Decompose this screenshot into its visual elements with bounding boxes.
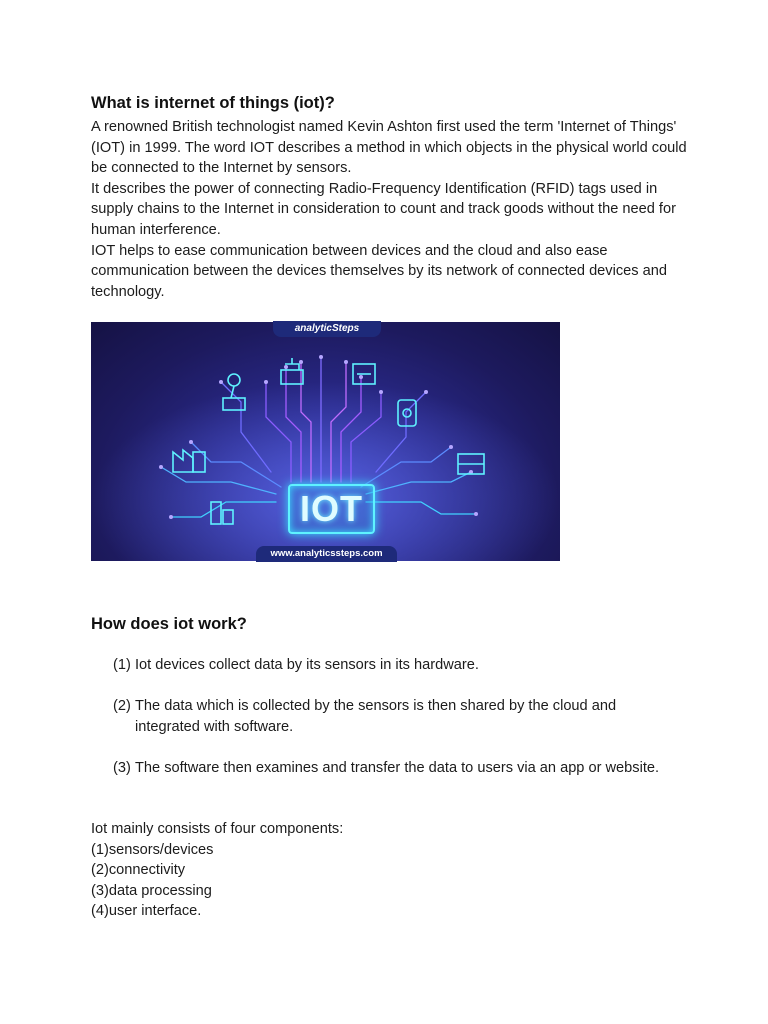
- list-item: (4)user interface.: [91, 903, 202, 920]
- step-number: (2): [113, 698, 131, 714]
- section-heading-how-iot-works: How does iot work?: [91, 615, 247, 633]
- step-list: [113, 696, 693, 737]
- step-number: (1): [113, 657, 131, 673]
- list-item: (2)connectivity: [91, 862, 186, 879]
- list-item: [113, 696, 693, 717]
- list-intro: Iot mainly consists of four components:: [91, 821, 344, 837]
- section-intro-text: [91, 117, 691, 302]
- paragraph: IOT helps to ease communication between devices and the cloud and also ease communication between the devices themselves by its network of connected devices and technology.: [91, 242, 667, 300]
- paragraph: A renowned British technologist named Kevin Ashton first used the term 'Internet of Things' (IOT) in 1999. The word IOT describes a method in which objects in the physical world could be connected to the Internet by sensors.: [91, 119, 687, 177]
- list-item: (3)data processing: [91, 882, 212, 899]
- list-item: [113, 655, 693, 676]
- iot-chip-label: IOT: [288, 484, 375, 534]
- paragraph: It describes the power of connecting Radio-Frequency Identification (RFID) tags used in supply chains to the Internet in consideration to count and track goods without the need for human interference.: [91, 180, 676, 238]
- step-text: The data which is collected by the sensors is then shared by the cloud and: [135, 698, 617, 714]
- step-text: The software then examines and transfer the data to users via an app or website.: [135, 760, 660, 776]
- step-text-continued: integrated with software.: [135, 718, 294, 735]
- section-heading-what-is-iot: What is internet of things (iot)?: [91, 94, 335, 112]
- list-item: (1)sensors/devices: [91, 841, 214, 858]
- components-list: [91, 819, 691, 922]
- step-text: Iot devices collect data by its sensors in its hardware.: [135, 657, 479, 673]
- list-item: [113, 758, 693, 779]
- step-number: (3): [113, 760, 131, 776]
- brand-badge: analyticSteps: [273, 321, 381, 337]
- website-url-badge: www.analyticssteps.com: [256, 546, 397, 562]
- step-list: [113, 758, 693, 779]
- step-list: [113, 655, 693, 676]
